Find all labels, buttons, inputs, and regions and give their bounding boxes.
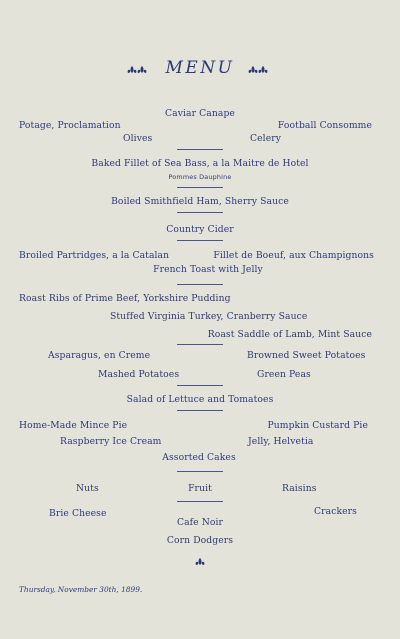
menu-item: Browned Sweet Potatoes [247, 350, 366, 361]
menu-date: Thursday, November 30th, 1899. [19, 585, 143, 594]
menu-item: Raisins [282, 483, 317, 494]
divider [177, 410, 223, 411]
divider [177, 212, 223, 213]
menu-item: Broiled Partridges, a la Catalan [19, 250, 170, 261]
divider [177, 385, 223, 386]
divider [177, 344, 223, 345]
menu-item: Celery [250, 133, 282, 144]
menu-item: Raspberry Ice Cream [60, 436, 162, 447]
divider [177, 471, 223, 472]
menu-item: Home-Made Mince Pie [19, 420, 128, 431]
menu-item: Asparagus, en Creme [48, 350, 151, 361]
menu-item: Corn Dodgers [166, 535, 234, 546]
divider [177, 187, 223, 188]
menu-item-garnish: Pommes Dauphine [168, 173, 232, 181]
menu-item: Jelly, Helvetia [248, 436, 314, 447]
menu-item: Green Peas [257, 369, 311, 380]
menu-item: French Toast with Jelly [153, 264, 263, 275]
menu-item: Crackers [314, 506, 357, 517]
menu-item: Country Cider [166, 224, 234, 235]
menu-item: Mashed Potatoes [98, 369, 180, 380]
menu-item: Potage, Proclamation [19, 120, 121, 131]
divider [177, 240, 223, 241]
menu-item: Brie Cheese [49, 508, 107, 519]
fleur-ornament-icon [127, 65, 151, 75]
menu-item: Roast Ribs of Prime Beef, Yorkshire Pudding [19, 293, 231, 304]
menu-title: MENU [165, 58, 235, 78]
menu-item: Olives [123, 133, 153, 144]
menu-item: Cafe Noir [176, 517, 224, 528]
menu-item: Salad of Lettuce and Tomatoes [126, 394, 274, 405]
fleur-ornament-icon [194, 557, 206, 567]
divider [177, 501, 223, 502]
divider [177, 149, 223, 150]
menu-item: Caviar Canape [165, 108, 235, 119]
menu-item: Nuts [76, 483, 99, 494]
menu-item: Fruit [188, 483, 212, 494]
menu-item: Baked Fillet of Sea Bass, a la Maitre de Hotel [91, 158, 309, 169]
menu-item: Fillet de Boeuf, aux Champignons [213, 250, 374, 261]
menu-item: Roast Saddle of Lamb, Mint Sauce [207, 329, 372, 340]
divider [177, 284, 223, 285]
menu-item: Stuffed Virginia Turkey, Cranberry Sauce [110, 311, 308, 322]
menu-item: Football Consomme [277, 120, 372, 131]
menu-item: Boiled Smithfield Ham, Sherry Sauce [111, 196, 289, 207]
menu-item: Assorted Cakes [162, 452, 236, 463]
menu-item: Pumpkin Custard Pie [267, 420, 368, 431]
fleur-ornament-icon [248, 65, 272, 75]
